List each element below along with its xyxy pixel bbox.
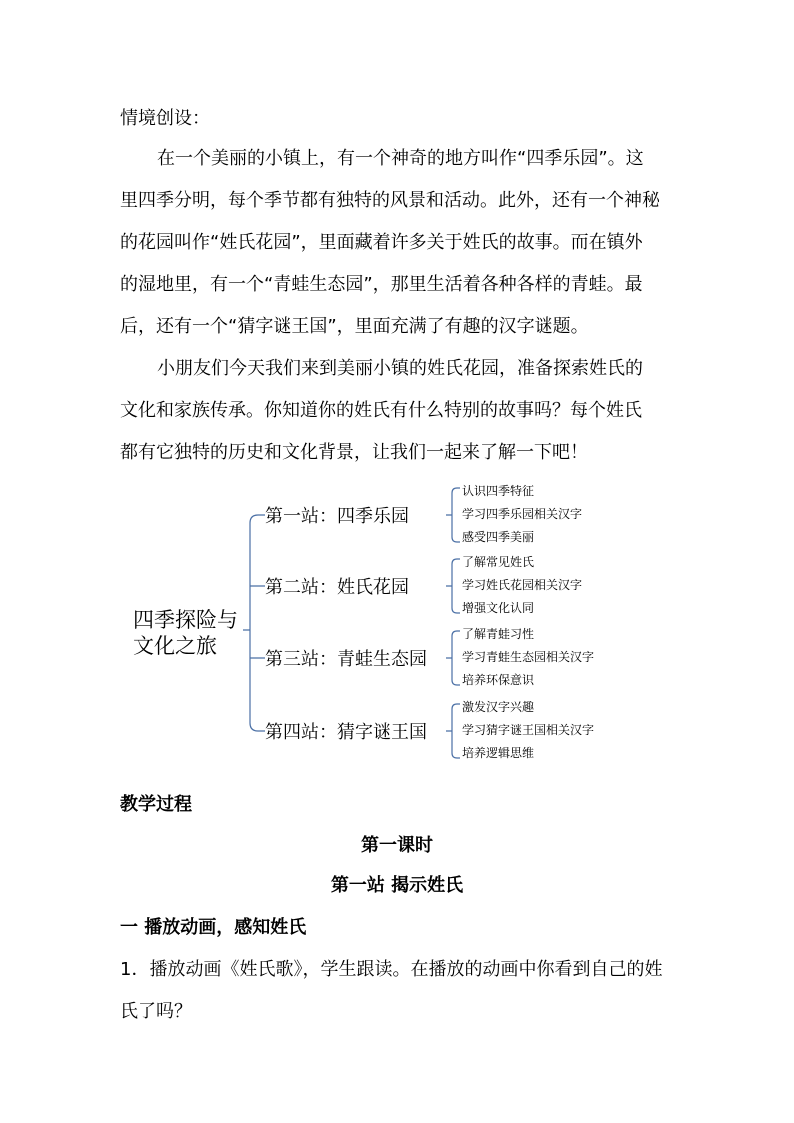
mind-map-stations	[265, 483, 594, 760]
station-item: 学习青蛙生态园相关汉字	[462, 650, 595, 664]
station-heading: 第一站 揭示姓氏	[330, 875, 464, 896]
station-item: 学习姓氏花园相关汉字	[462, 578, 583, 592]
station-item: 激发汉字兴趣	[462, 700, 535, 714]
teaching-heading: 教学过程	[120, 794, 192, 815]
station-brace	[446, 488, 460, 542]
intro-line: 都有它独特的历史和文化背景，让我们一起来了解一下吧！	[120, 442, 588, 463]
scene-heading: 情境创设：	[120, 108, 210, 129]
mind-map-connectors	[243, 488, 460, 758]
station-brace	[446, 631, 460, 685]
station-item: 了解青蛙习性	[462, 627, 535, 641]
station-title: 第四站：猜字谜王国	[265, 722, 427, 743]
station-brace	[446, 559, 460, 613]
station-item: 认识四季特征	[462, 484, 535, 498]
intro-line: 后，还有一个“猜字谜王国”，里面充满了有趣的汉字谜题。	[120, 316, 589, 337]
main-brace	[243, 515, 265, 731]
mind-map-root-line1: 四季探险与	[133, 608, 238, 632]
intro-line: 的湿地里，有一个“青蛙生态园”，那里生活着各种各样的青蛙。最	[120, 274, 643, 295]
mind-map	[0, 470, 794, 780]
station-brace	[446, 704, 460, 758]
item1-line: 1．播放动画《姓氏歌》，学生跟读。在播放的动画中你看到自己的姓	[120, 959, 663, 980]
station-item: 培养逻辑思维	[462, 746, 535, 760]
intro-line: 文化和家族传承。你知道你的姓氏有什么特别的故事吗？每个姓氏	[120, 400, 642, 421]
lesson-title: 第一课时	[361, 835, 433, 856]
intro-line: 里四季分明，每个季节都有独特的风景和活动。此外，还有一个神秘	[120, 190, 660, 211]
station-item: 培养环保意识	[462, 673, 535, 687]
station-item: 感受四季美丽	[462, 530, 535, 544]
station-item: 学习四季乐园相关汉字	[462, 507, 583, 521]
station-title: 第三站：青蛙生态园	[265, 649, 427, 670]
station-item: 学习猜字谜王国相关汉字	[462, 723, 595, 737]
mind-map-root-line2: 文化之旅	[133, 634, 217, 658]
station-item: 了解常见姓氏	[462, 555, 535, 569]
intro-line: 的花园叫作“姓氏花园”，里面藏着许多关于姓氏的故事。而在镇外	[120, 232, 643, 253]
item1-line: 氏了吗？	[120, 1001, 192, 1022]
station-title: 第一站：四季乐园	[265, 506, 409, 527]
station-title: 第二站：姓氏花园	[265, 577, 409, 598]
intro-line: 小朋友们今天我们来到美丽小镇的姓氏花园，准备探索姓氏的	[157, 358, 643, 379]
station-item: 增强文化认同	[462, 601, 535, 615]
section-heading: 一 播放动画，感知姓氏	[120, 917, 307, 938]
intro-line: 在一个美丽的小镇上，有一个神奇的地方叫作“四季乐园”。这	[157, 148, 644, 169]
